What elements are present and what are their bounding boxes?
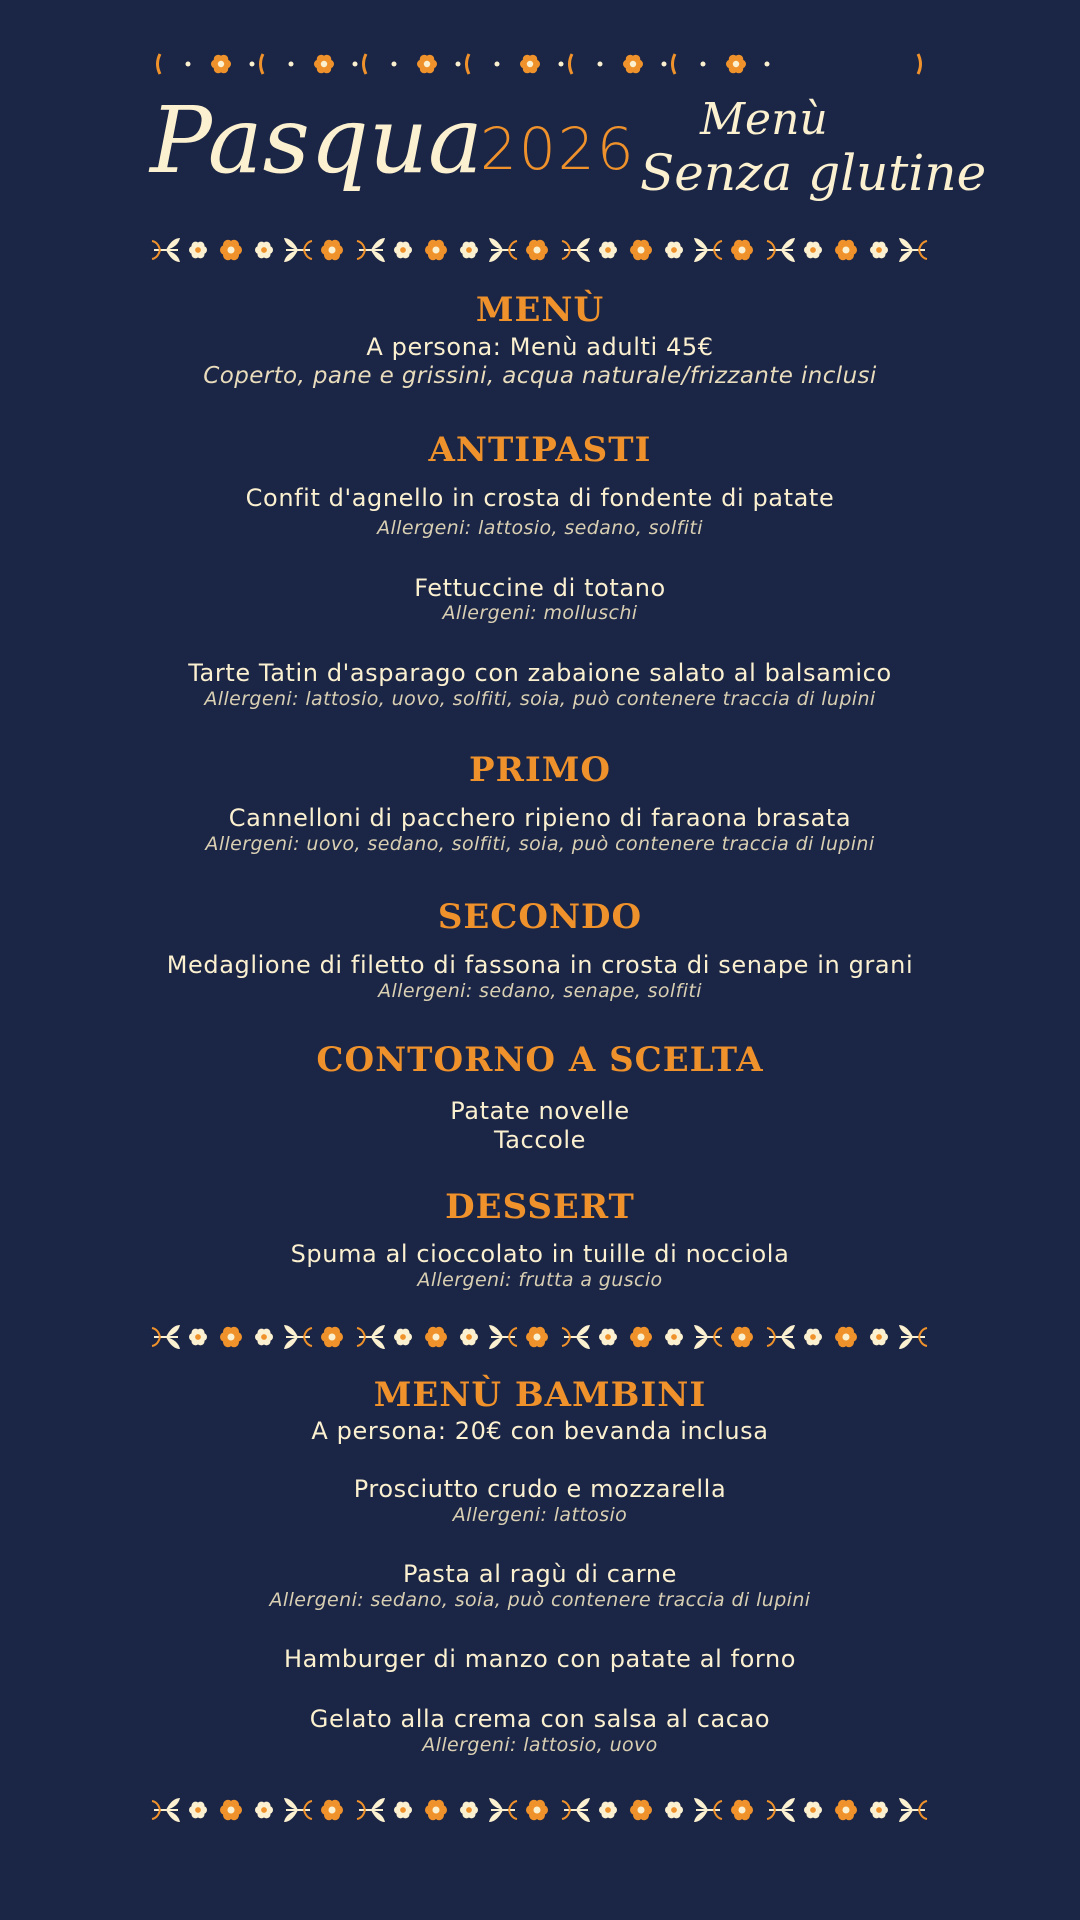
leaf-shape (166, 1810, 180, 1822)
dish-name: Spuma al cioccolato in tuille di nocciola (290, 1240, 790, 1268)
flower-center-shape (733, 61, 739, 67)
flower-center-shape (671, 1807, 677, 1813)
leaf-shape (899, 1798, 913, 1810)
flower-center-shape (630, 61, 636, 67)
flower-icon (394, 242, 412, 259)
dish-allergens: Allergeni: lattosio (452, 1504, 628, 1526)
flower-icon (870, 1329, 888, 1346)
leaf-shape (371, 1337, 385, 1349)
leaf-sprig-icon (489, 238, 517, 262)
leaf-sprig-icon (694, 1798, 722, 1822)
leaf-shape (781, 250, 795, 262)
leaf-shape (284, 1337, 298, 1349)
flower-icon (665, 1329, 683, 1346)
flower-icon (526, 1800, 548, 1820)
dish-name: Fettuccine di totano (414, 574, 666, 602)
side-dish: Patate novelle (450, 1097, 630, 1125)
flower-center-shape (261, 247, 267, 253)
leaf-sprig-icon (357, 238, 385, 262)
flower-center-shape (842, 246, 849, 253)
leaf-shape (509, 1801, 517, 1810)
leaf-shape (919, 250, 927, 259)
leaf-shape (919, 1328, 927, 1337)
leaf-shape (152, 1328, 160, 1337)
bracket-shape (918, 54, 921, 74)
dish-name: Pasta al ragù di carne (402, 1560, 678, 1588)
leaf-sprig-icon (489, 1325, 517, 1349)
leaf-shape (714, 1801, 722, 1810)
bracket-shape (364, 54, 367, 74)
flower-center-shape (842, 1333, 849, 1340)
flower-center-shape (810, 247, 816, 253)
flower-icon (425, 240, 447, 260)
flower-icon (870, 1802, 888, 1819)
flower-icon (804, 242, 822, 259)
leaf-sprig-icon (694, 238, 722, 262)
dish-name: Medaglione di filetto di fassona in crosta di senape in grani (166, 951, 914, 979)
leaf-shape (767, 1328, 775, 1337)
leaf-shape (767, 241, 775, 250)
flower-center-shape (432, 1333, 439, 1340)
flower-icon (870, 242, 888, 259)
dish-name: Prosciutto crudo e mozzarella (353, 1475, 727, 1503)
leaf-shape (714, 250, 722, 259)
leaf-shape (576, 1798, 590, 1810)
dot-shape (598, 62, 603, 67)
flower-icon (526, 240, 548, 260)
leaf-shape (899, 250, 913, 262)
flower-icon (731, 1327, 753, 1347)
leaf-shape (899, 1337, 913, 1349)
flower-center-shape (738, 1806, 745, 1813)
menu-note: Coperto, pane e grissini, acqua naturale/frizzante inclusi (203, 363, 877, 389)
leaf-shape (767, 1337, 775, 1346)
flower-icon (255, 1329, 273, 1346)
dot-shape (392, 62, 397, 67)
leaf-shape (714, 1328, 722, 1337)
flower-icon (417, 55, 437, 74)
leaf-sprig-icon (562, 1798, 590, 1822)
flower-icon (460, 242, 478, 259)
leaf-shape (509, 1328, 517, 1337)
leaf-shape (694, 1337, 708, 1349)
dot-shape (250, 62, 255, 67)
flower-icon (623, 55, 643, 74)
leaf-shape (919, 1810, 927, 1819)
flower-icon (189, 1802, 207, 1819)
leaf-sprig-icon (562, 1325, 590, 1349)
leaf-shape (694, 238, 708, 250)
dot-shape (765, 62, 770, 67)
leaf-shape (489, 238, 503, 250)
leaf-shape (919, 241, 927, 250)
flower-icon (804, 1802, 822, 1819)
flower-center-shape (195, 1807, 201, 1813)
dot-shape (495, 62, 500, 67)
flower-center-shape (432, 1806, 439, 1813)
leaf-shape (899, 238, 913, 250)
flower-icon (460, 1802, 478, 1819)
title-main: Pasqua (150, 87, 483, 194)
flower-icon (630, 240, 652, 260)
flower-center-shape (810, 1334, 816, 1340)
flower-center-shape (328, 1333, 335, 1340)
flower-center-shape (738, 246, 745, 253)
leaf-shape (304, 241, 312, 250)
flower-center-shape (605, 247, 611, 253)
bracket-shape (158, 54, 161, 74)
flower-icon (321, 1800, 343, 1820)
dot-shape (559, 62, 564, 67)
dot-shape (289, 62, 294, 67)
flower-icon (425, 1327, 447, 1347)
leaf-shape (304, 1810, 312, 1819)
leaf-shape (899, 1810, 913, 1822)
primo-heading: PRIMO (469, 750, 611, 790)
flower-icon (630, 1327, 652, 1347)
leaf-shape (562, 1328, 570, 1337)
flower-center-shape (533, 246, 540, 253)
leaf-shape (284, 1810, 298, 1822)
flower-center-shape (637, 1333, 644, 1340)
dot-shape (701, 62, 706, 67)
flower-center-shape (671, 1334, 677, 1340)
flower-center-shape (218, 61, 224, 67)
leaf-shape (371, 250, 385, 262)
leaf-shape (284, 1325, 298, 1337)
flower-icon (255, 1802, 273, 1819)
leaf-shape (694, 1798, 708, 1810)
leaf-shape (166, 1798, 180, 1810)
leaf-shape (152, 1801, 160, 1810)
leaf-shape (304, 1328, 312, 1337)
flower-icon (665, 242, 683, 259)
leaf-shape (152, 1337, 160, 1346)
leaf-shape (714, 241, 722, 250)
flower-center-shape (195, 1334, 201, 1340)
leaf-sprig-icon (357, 1325, 385, 1349)
leaf-shape (714, 1337, 722, 1346)
contorno-heading: CONTORNO A SCELTA (316, 1040, 764, 1080)
dish-name: Tarte Tatin d'asparago con zabaione salato al balsamico (188, 659, 892, 687)
flower-icon (220, 1327, 242, 1347)
leaf-shape (781, 1798, 795, 1810)
flower-center-shape (637, 1806, 644, 1813)
flower-center-shape (738, 1333, 745, 1340)
dish-name: Gelato alla crema con salsa al cacao (309, 1705, 771, 1733)
menu-heading: MENÙ (475, 290, 605, 330)
leaf-sprig-icon (899, 1798, 927, 1822)
flower-icon (731, 240, 753, 260)
leaf-sprig-icon (152, 238, 180, 262)
leaf-shape (509, 1337, 517, 1346)
flower-center-shape (876, 1334, 882, 1340)
flower-center-shape (466, 1334, 472, 1340)
leaf-shape (509, 1810, 517, 1819)
leaf-shape (767, 1810, 775, 1819)
dish-allergens: Allergeni: sedano, soia, può contenere traccia di lupini (269, 1589, 811, 1611)
leaf-sprig-icon (562, 238, 590, 262)
leaf-shape (767, 250, 775, 259)
leaf-shape (694, 1810, 708, 1822)
bracket-shape (673, 54, 676, 74)
flower-icon (726, 55, 746, 74)
leaf-shape (304, 1337, 312, 1346)
flower-icon (321, 240, 343, 260)
flower-icon (394, 1802, 412, 1819)
leaf-shape (284, 250, 298, 262)
leaf-shape (694, 1325, 708, 1337)
floral-border (150, 1790, 930, 1830)
dish-allergens: Allergeni: sedano, senape, solfiti (378, 980, 702, 1002)
leaf-sprig-icon (284, 1798, 312, 1822)
dish-allergens: Allergeni: lattosio, uovo, solfiti, soia, può contenere traccia di lupini (204, 688, 876, 710)
leaf-shape (166, 238, 180, 250)
leaf-shape (489, 1325, 503, 1337)
leaf-shape (304, 1801, 312, 1810)
flower-icon (835, 240, 857, 260)
flower-icon (211, 55, 231, 74)
leaf-shape (357, 1328, 365, 1337)
leaf-sprig-icon (767, 238, 795, 262)
leaf-sprig-icon (284, 238, 312, 262)
flower-icon (189, 242, 207, 259)
bracket-shape (467, 54, 470, 74)
dish-name: Hamburger di manzo con patate al forno (283, 1645, 797, 1673)
leaf-sprig-icon (899, 1325, 927, 1349)
flower-center-shape (533, 1333, 540, 1340)
leaf-shape (562, 241, 570, 250)
leaf-shape (714, 1810, 722, 1819)
flower-icon (460, 1329, 478, 1346)
flower-icon (599, 1802, 617, 1819)
flower-center-shape (533, 1806, 540, 1813)
leaf-shape (284, 1798, 298, 1810)
flower-center-shape (328, 1806, 335, 1813)
leaf-sprig-icon (694, 1325, 722, 1349)
kids-menu-heading: MENÙ BAMBINI (373, 1375, 707, 1415)
bracket-shape (261, 54, 264, 74)
flower-center-shape (227, 1333, 234, 1340)
leaf-shape (562, 1810, 570, 1819)
flower-center-shape (261, 1807, 267, 1813)
dish-allergens: Allergeni: lattosio, sedano, solfiti (377, 517, 703, 539)
leaf-shape (152, 241, 160, 250)
leaf-shape (166, 1325, 180, 1337)
flower-icon (599, 1329, 617, 1346)
title-year: 2026 (480, 115, 636, 183)
leaf-shape (371, 1810, 385, 1822)
leaf-shape (357, 241, 365, 250)
flower-center-shape (466, 1807, 472, 1813)
leaf-sprig-icon (357, 1798, 385, 1822)
flower-icon (314, 55, 334, 74)
leaf-shape (694, 250, 708, 262)
leaf-shape (576, 250, 590, 262)
flower-icon (394, 1329, 412, 1346)
side-dish: Taccole (493, 1126, 587, 1154)
flower-icon (220, 1800, 242, 1820)
flower-center-shape (424, 61, 430, 67)
flower-center-shape (605, 1334, 611, 1340)
leaf-shape (357, 1801, 365, 1810)
dessert-heading: DESSERT (445, 1187, 635, 1227)
flower-center-shape (227, 246, 234, 253)
subtitle-line2: Senza glutine (640, 144, 987, 202)
kids-menu-price: A persona: 20€ con bevanda inclusa (311, 1417, 769, 1445)
flower-center-shape (876, 247, 882, 253)
flower-center-shape (400, 247, 406, 253)
flower-center-shape (432, 246, 439, 253)
leaf-sprig-icon (152, 1325, 180, 1349)
flower-icon (731, 1800, 753, 1820)
flower-center-shape (810, 1807, 816, 1813)
leaf-shape (489, 1798, 503, 1810)
leaf-shape (357, 250, 365, 259)
flower-icon (835, 1327, 857, 1347)
leaf-shape (781, 1337, 795, 1349)
leaf-shape (489, 1810, 503, 1822)
leaf-shape (576, 1325, 590, 1337)
leaf-sprig-icon (767, 1798, 795, 1822)
flower-center-shape (466, 247, 472, 253)
flower-center-shape (605, 1807, 611, 1813)
leaf-shape (371, 1325, 385, 1337)
leaf-shape (489, 1337, 503, 1349)
dot-shape (456, 62, 461, 67)
leaf-shape (562, 250, 570, 259)
dish-allergens: Allergeni: frutta a guscio (417, 1269, 663, 1291)
leaf-shape (509, 241, 517, 250)
leaf-shape (562, 1801, 570, 1810)
flower-icon (425, 1800, 447, 1820)
leaf-shape (284, 238, 298, 250)
leaf-sprig-icon (284, 1325, 312, 1349)
flower-icon (804, 1329, 822, 1346)
flower-center-shape (671, 247, 677, 253)
flower-center-shape (261, 1334, 267, 1340)
leaf-shape (899, 1325, 913, 1337)
dish-allergens: Allergeni: uovo, sedano, solfiti, soia, può contenere traccia di lupini (205, 833, 875, 855)
leaf-sprig-icon (489, 1798, 517, 1822)
dish-name: Confit d'agnello in crosta di fondente di patate (245, 484, 835, 512)
flower-center-shape (400, 1807, 406, 1813)
dot-shape (353, 62, 358, 67)
leaf-shape (371, 238, 385, 250)
leaf-shape (576, 1810, 590, 1822)
flower-center-shape (876, 1807, 882, 1813)
flower-icon (599, 242, 617, 259)
leaf-shape (489, 250, 503, 262)
leaf-shape (357, 1337, 365, 1346)
leaf-shape (166, 1337, 180, 1349)
leaf-sprig-icon (152, 1798, 180, 1822)
flower-center-shape (227, 1806, 234, 1813)
leaf-sprig-icon (899, 238, 927, 262)
dish-allergens: Allergeni: molluschi (442, 602, 638, 624)
dish-name: Cannelloni di pacchero ripieno di faraona brasata (228, 804, 852, 832)
flower-center-shape (321, 61, 327, 67)
subtitle-line1: Menù (700, 94, 828, 145)
flower-icon (526, 1327, 548, 1347)
leaf-shape (357, 1810, 365, 1819)
leaf-shape (919, 1801, 927, 1810)
leaf-shape (781, 238, 795, 250)
dot-shape (662, 62, 667, 67)
flower-icon (321, 1327, 343, 1347)
leaf-shape (919, 1337, 927, 1346)
leaf-shape (767, 1801, 775, 1810)
leaf-shape (562, 1337, 570, 1346)
dish-allergens: Allergeni: lattosio, uovo (422, 1734, 658, 1756)
leaf-shape (371, 1798, 385, 1810)
flower-icon (630, 1800, 652, 1820)
flower-center-shape (328, 246, 335, 253)
leaf-sprig-icon (767, 1325, 795, 1349)
leaf-shape (304, 250, 312, 259)
leaf-shape (166, 250, 180, 262)
antipasti-heading: ANTIPASTI (428, 430, 652, 470)
bracket-shape (570, 54, 573, 74)
menu-price: A persona: Menù adulti 45€ (366, 333, 714, 361)
leaf-shape (781, 1810, 795, 1822)
leaf-shape (576, 1337, 590, 1349)
floral-border (150, 1317, 930, 1357)
flower-center-shape (527, 61, 533, 67)
flower-icon (520, 55, 540, 74)
leaf-shape (152, 1810, 160, 1819)
flower-icon (189, 1329, 207, 1346)
flower-center-shape (637, 246, 644, 253)
leaf-shape (781, 1325, 795, 1337)
leaf-shape (152, 250, 160, 259)
flower-icon (665, 1802, 683, 1819)
flower-center-shape (842, 1806, 849, 1813)
leaf-shape (576, 238, 590, 250)
floral-border (150, 230, 930, 270)
top-ornament-border (150, 48, 930, 80)
dot-shape (186, 62, 191, 67)
flower-icon (835, 1800, 857, 1820)
flower-center-shape (195, 247, 201, 253)
flower-center-shape (400, 1334, 406, 1340)
flower-icon (255, 242, 273, 259)
flower-icon (220, 240, 242, 260)
leaf-shape (509, 250, 517, 259)
secondo-heading: SECONDO (437, 897, 643, 937)
